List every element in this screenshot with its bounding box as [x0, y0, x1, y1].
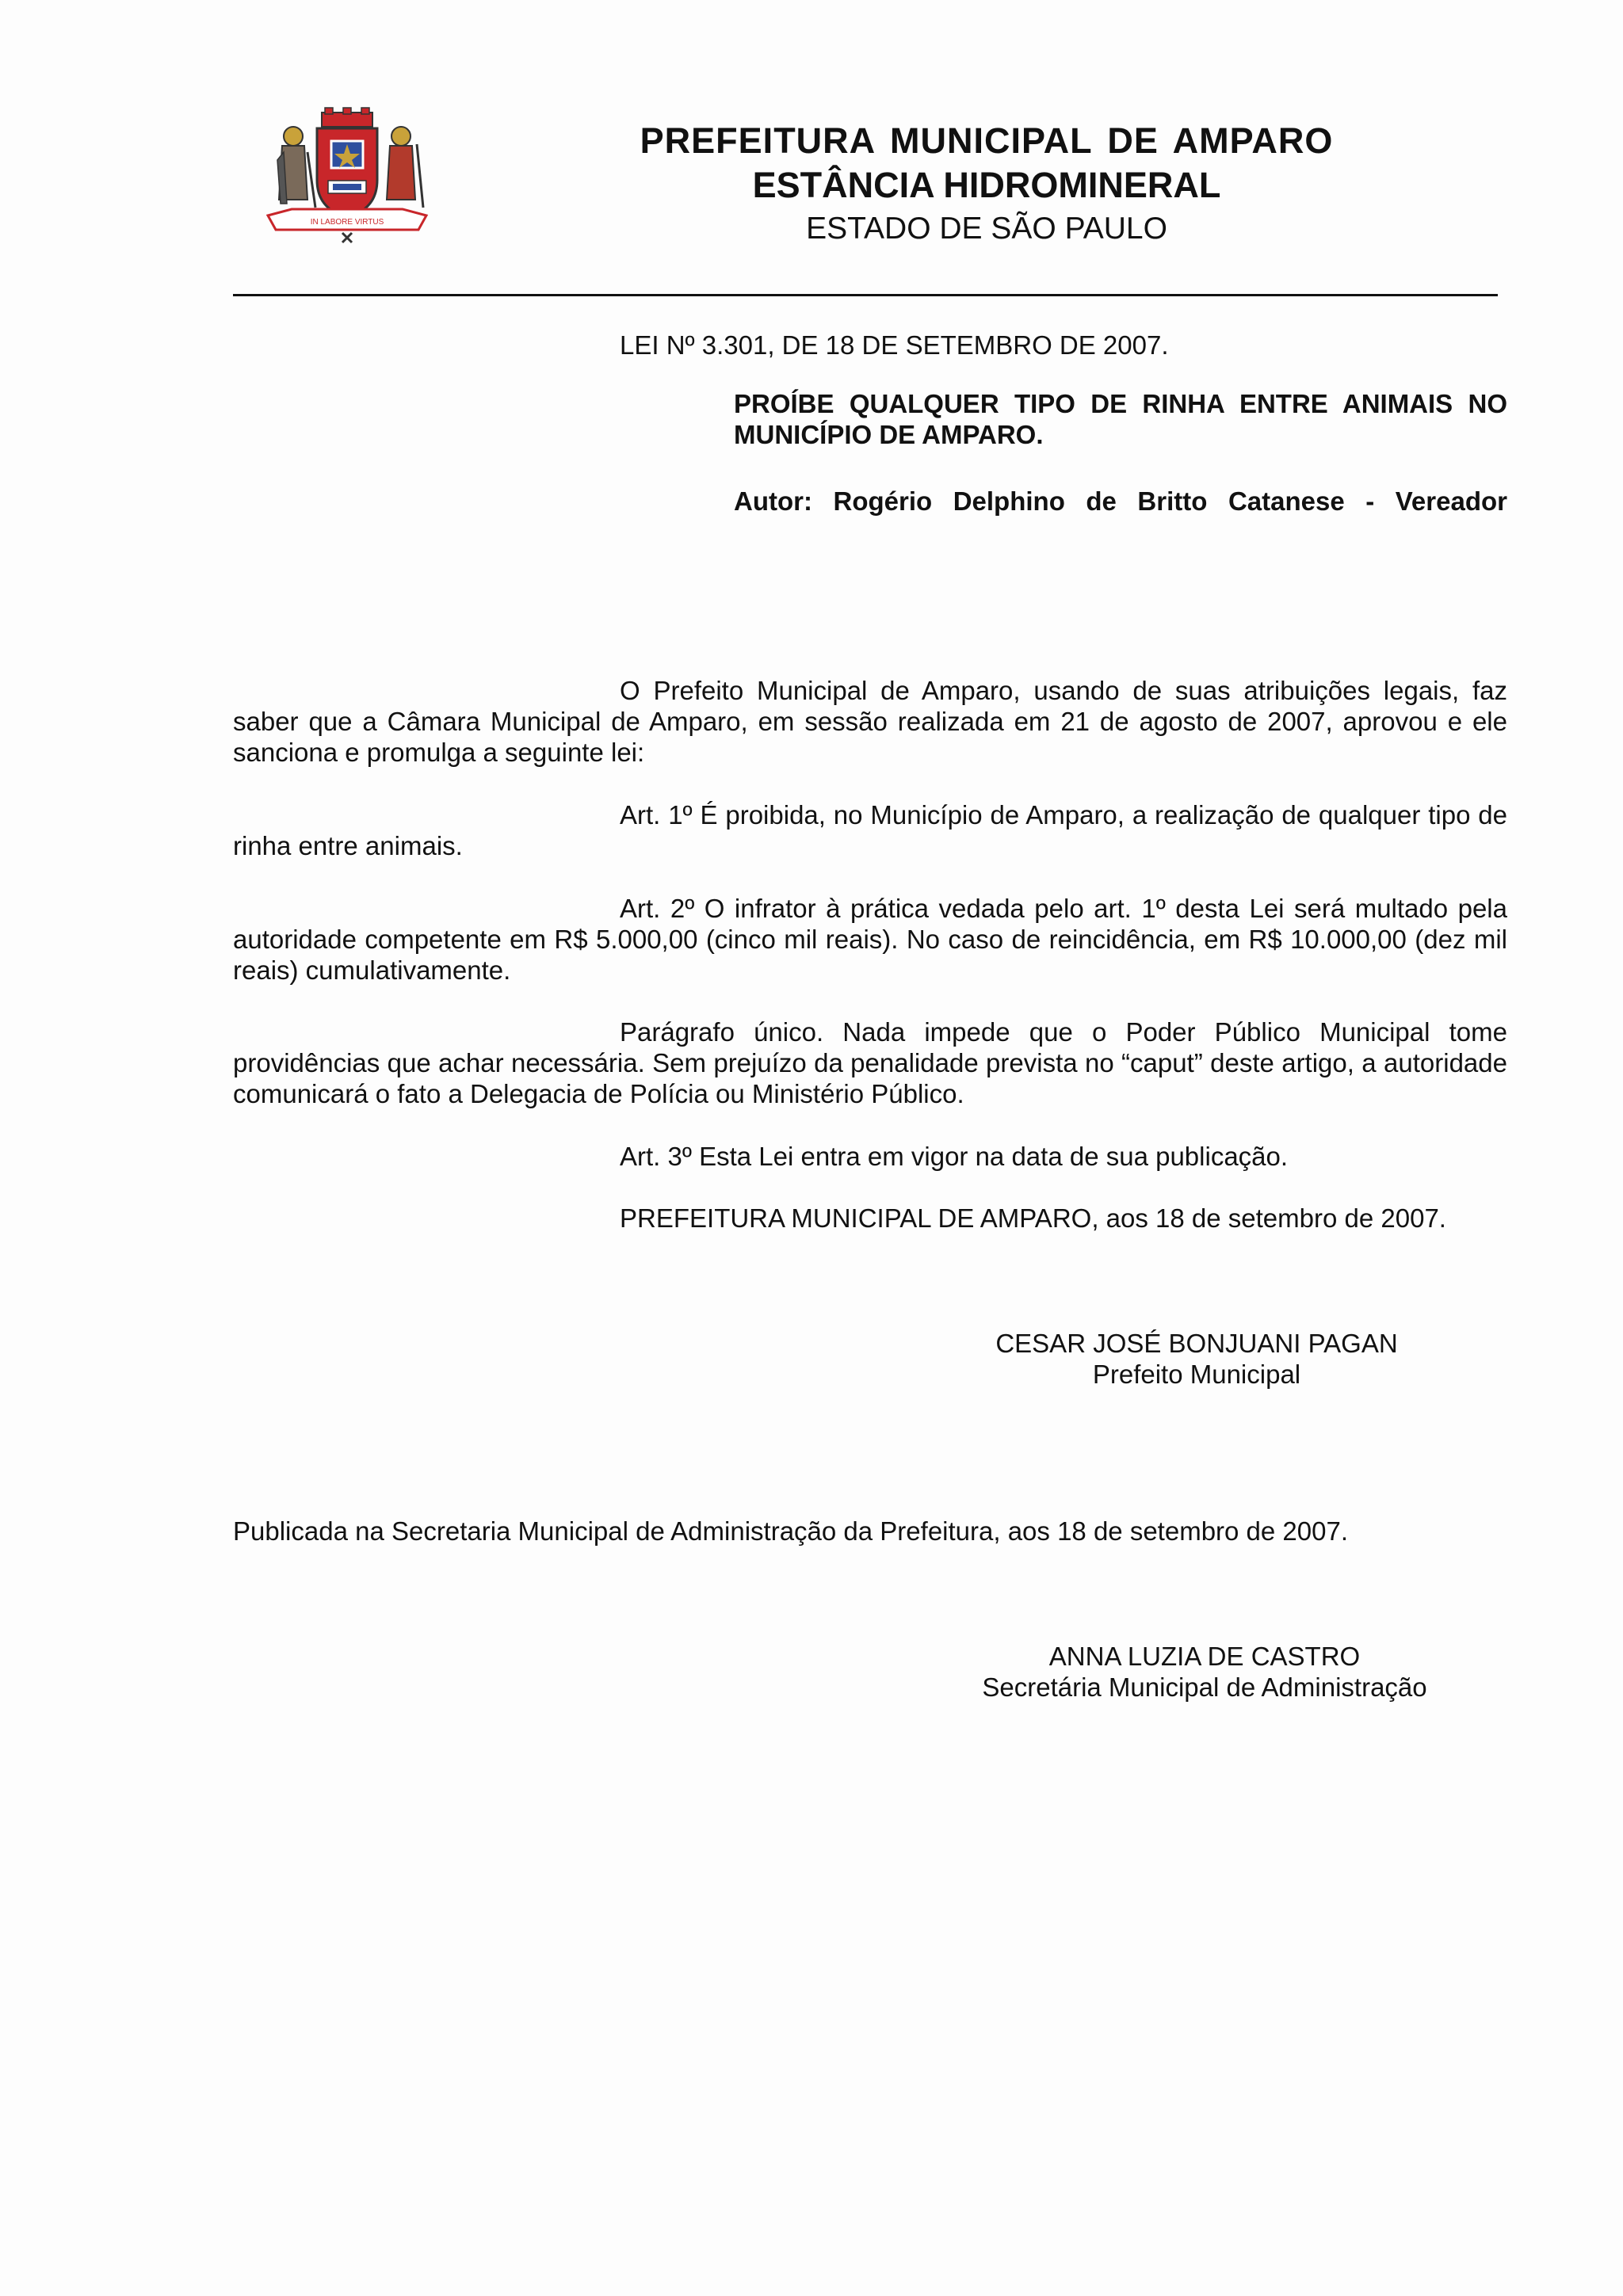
closing-statement: PREFEITURA MUNICIPAL DE AMPARO, aos 18 de setembro de 2007.: [620, 1203, 1446, 1233]
header-divider: [233, 294, 1498, 296]
signatory-title: Secretária Municipal de Administração: [982, 1672, 1427, 1702]
letterhead-line-1: PREFEITURA MUNICIPAL DE AMPARO: [640, 120, 1334, 161]
law-author: Autor: Rogério Delphino de Britto Catanese - Vereador: [734, 486, 1507, 516]
law-summary: PROÍBE QUALQUER TIPO DE RINHA ENTRE ANIMAIS NO MUNICÍPIO DE AMPARO.: [734, 389, 1507, 449]
svg-text:IN LABORE VIRTUS: IN LABORE VIRTUS: [310, 218, 384, 227]
letterhead-line-2: ESTÂNCIA HIDROMINERAL: [752, 165, 1221, 205]
signatory-name: ANNA LUZIA DE CASTRO: [1048, 1642, 1361, 1671]
letterhead-line-3: ESTADO DE SÃO PAULO: [806, 212, 1167, 246]
preamble: O Prefeito Municipal de Amparo, usando de suas atribuições legais, faz saber que a Câmara Municipal de Amparo, em sessão realizada em 21 de agosto de 2007, aprovou e ele sanciona e promulga a seguinte lei:: [233, 676, 1507, 767]
letterhead: [491, 119, 1482, 250]
article-2: Art. 2º O infrator à prática vedada pelo art. 1º desta Lei será multado pela autoridade competente em R$ 5.000,00 (cinco mil reais). No caso de reincidência, em R$ 10.000,00 (dez mil reais) cumulativamente.: [233, 894, 1507, 985]
article-3: Art. 3º Esta Lei entra em vigor na data de sua publicação.: [620, 1142, 1289, 1171]
article-2-paragraph: Parágrafo único. Nada impede que o Poder Público Municipal tome providências que achar necessária. Sem prejuízo da penalidade prevista no “caput” deste artigo, a autoridade comunicará o fato a Delegacia de Polícia ou Ministério Público.: [233, 1017, 1507, 1108]
signatory-title: Prefeito Municipal: [1092, 1360, 1301, 1389]
secretary-signature: [919, 1641, 1490, 1703]
publication-note: Publicada na Secretaria Municipal de Administração da Prefeitura, aos 18 de setembro de 2007.: [233, 1516, 1349, 1546]
signatory-name: CESAR JOSÉ BONJUANI PAGAN: [995, 1329, 1398, 1358]
law-number: LEI Nº 3.301, DE 18 DE SETEMBRO DE 2007.: [620, 330, 1169, 360]
mayor-signature: [935, 1328, 1458, 1390]
coat-of-arms-icon: [260, 105, 434, 247]
article-1: Art. 1º É proibida, no Município de Amparo, a realização de qualquer tipo de rinha entre animais.: [233, 800, 1507, 860]
